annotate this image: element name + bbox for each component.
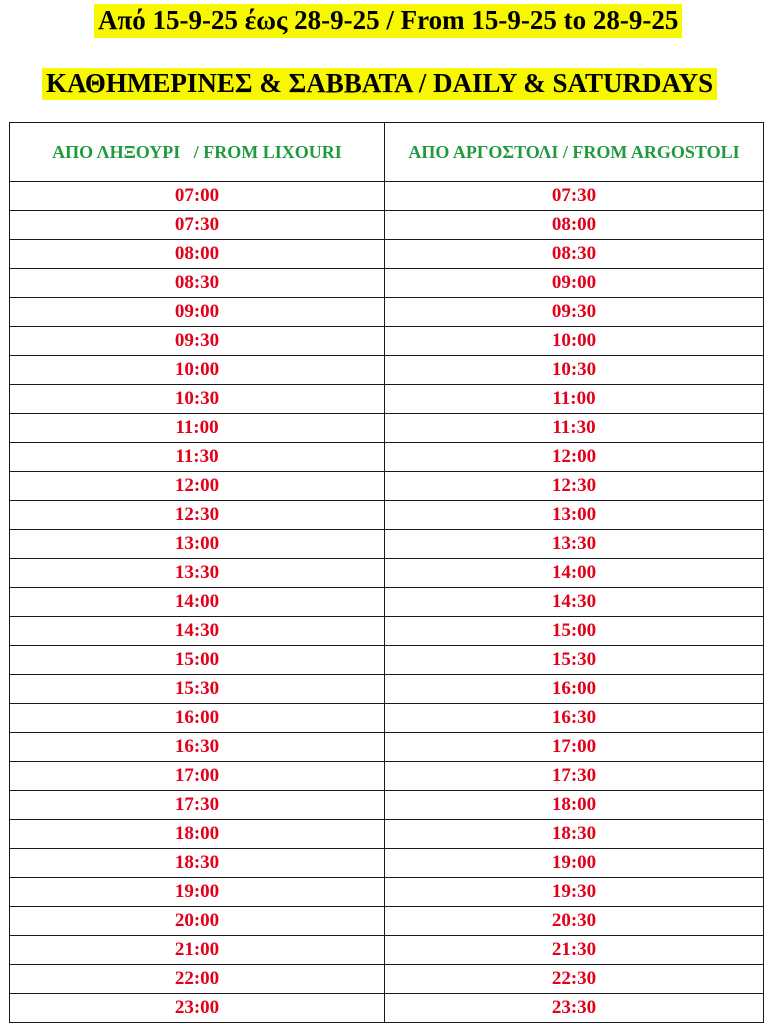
header-from-lixouri: ΑΠΟ ΛΗΞΟΥΡΙ / FROM LIXOURI — [10, 123, 385, 182]
departure-lixouri: 10:30 — [10, 385, 385, 414]
departure-lixouri: 07:00 — [10, 182, 385, 211]
departure-lixouri: 22:00 — [10, 965, 385, 994]
departure-lixouri: 15:00 — [10, 646, 385, 675]
departure-lixouri: 14:00 — [10, 588, 385, 617]
departure-lixouri: 08:30 — [10, 269, 385, 298]
table-row — [10, 356, 764, 385]
departure-lixouri: 19:00 — [10, 878, 385, 907]
table-row — [10, 472, 764, 501]
table-row — [10, 704, 764, 733]
table-row — [10, 965, 764, 994]
departure-argostoli: 16:30 — [385, 704, 764, 733]
table-row — [10, 617, 764, 646]
table-header-row — [10, 123, 764, 182]
departure-lixouri: 23:00 — [10, 994, 385, 1023]
departure-lixouri: 18:00 — [10, 820, 385, 849]
departure-lixouri: 13:30 — [10, 559, 385, 588]
departure-argostoli: 08:00 — [385, 211, 764, 240]
table-row — [10, 588, 764, 617]
departure-lixouri: 08:00 — [10, 240, 385, 269]
table-row — [10, 385, 764, 414]
departure-argostoli: 16:00 — [385, 675, 764, 704]
table-row — [10, 559, 764, 588]
table-row — [10, 530, 764, 559]
table-row — [10, 733, 764, 762]
table-row — [10, 791, 764, 820]
departure-argostoli: 10:00 — [385, 327, 764, 356]
departure-argostoli: 13:30 — [385, 530, 764, 559]
table-row — [10, 646, 764, 675]
table-row — [10, 182, 764, 211]
ferry-timetable — [9, 122, 764, 1023]
departure-argostoli: 13:00 — [385, 501, 764, 530]
table-row — [10, 298, 764, 327]
table-row — [10, 907, 764, 936]
departure-lixouri: 21:00 — [10, 936, 385, 965]
table-row — [10, 994, 764, 1023]
departure-lixouri: 11:00 — [10, 414, 385, 443]
departure-argostoli: 11:30 — [385, 414, 764, 443]
departure-argostoli: 07:30 — [385, 182, 764, 211]
departure-lixouri: 16:00 — [10, 704, 385, 733]
table-row — [10, 443, 764, 472]
departure-argostoli: 09:30 — [385, 298, 764, 327]
departure-lixouri: 16:30 — [10, 733, 385, 762]
departure-argostoli: 12:00 — [385, 443, 764, 472]
departure-lixouri: 17:00 — [10, 762, 385, 791]
departure-lixouri: 07:30 — [10, 211, 385, 240]
departure-argostoli: 21:30 — [385, 936, 764, 965]
table-row — [10, 675, 764, 704]
table-row — [10, 269, 764, 298]
departure-argostoli: 09:00 — [385, 269, 764, 298]
timetable-body — [10, 182, 764, 1023]
departure-argostoli: 18:30 — [385, 820, 764, 849]
departure-lixouri: 18:30 — [10, 849, 385, 878]
departure-argostoli: 17:00 — [385, 733, 764, 762]
table-row — [10, 936, 764, 965]
table-row — [10, 240, 764, 269]
departure-lixouri: 12:30 — [10, 501, 385, 530]
schedule-days-title: ΚΑΘΗΜΕΡΙΝΕΣ & ΣΑΒΒΑΤΑ / DAILY & SATURDAYS — [42, 68, 717, 100]
departure-argostoli: 14:30 — [385, 588, 764, 617]
departure-argostoli: 08:30 — [385, 240, 764, 269]
departure-lixouri: 15:30 — [10, 675, 385, 704]
table-row — [10, 327, 764, 356]
departure-lixouri: 12:00 — [10, 472, 385, 501]
departure-argostoli: 17:30 — [385, 762, 764, 791]
departure-lixouri: 20:00 — [10, 907, 385, 936]
departure-argostoli: 11:00 — [385, 385, 764, 414]
departure-argostoli: 15:30 — [385, 646, 764, 675]
departure-argostoli: 18:00 — [385, 791, 764, 820]
departure-lixouri: 09:30 — [10, 327, 385, 356]
table-row — [10, 414, 764, 443]
table-row — [10, 762, 764, 791]
table-row — [10, 820, 764, 849]
table-row — [10, 211, 764, 240]
departure-lixouri: 10:00 — [10, 356, 385, 385]
departure-argostoli: 10:30 — [385, 356, 764, 385]
departure-argostoli: 23:30 — [385, 994, 764, 1023]
departure-argostoli: 15:00 — [385, 617, 764, 646]
departure-argostoli: 19:00 — [385, 849, 764, 878]
departure-lixouri: 13:00 — [10, 530, 385, 559]
departure-argostoli: 14:00 — [385, 559, 764, 588]
departure-argostoli: 12:30 — [385, 472, 764, 501]
table-row — [10, 849, 764, 878]
departure-lixouri: 17:30 — [10, 791, 385, 820]
departure-lixouri: 09:00 — [10, 298, 385, 327]
departure-argostoli: 19:30 — [385, 878, 764, 907]
table-row — [10, 501, 764, 530]
departure-lixouri: 14:30 — [10, 617, 385, 646]
table-row — [10, 878, 764, 907]
departure-argostoli: 20:30 — [385, 907, 764, 936]
schedule-date-range-title: Από 15-9-25 έως 28-9-25 / From 15-9-25 to 28-9-25 — [94, 4, 682, 38]
departure-argostoli: 22:30 — [385, 965, 764, 994]
header-from-argostoli: ΑΠΟ ΑΡΓΟΣΤΟΛΙ / FROM ARGOSTOLI — [385, 123, 764, 182]
departure-lixouri: 11:30 — [10, 443, 385, 472]
